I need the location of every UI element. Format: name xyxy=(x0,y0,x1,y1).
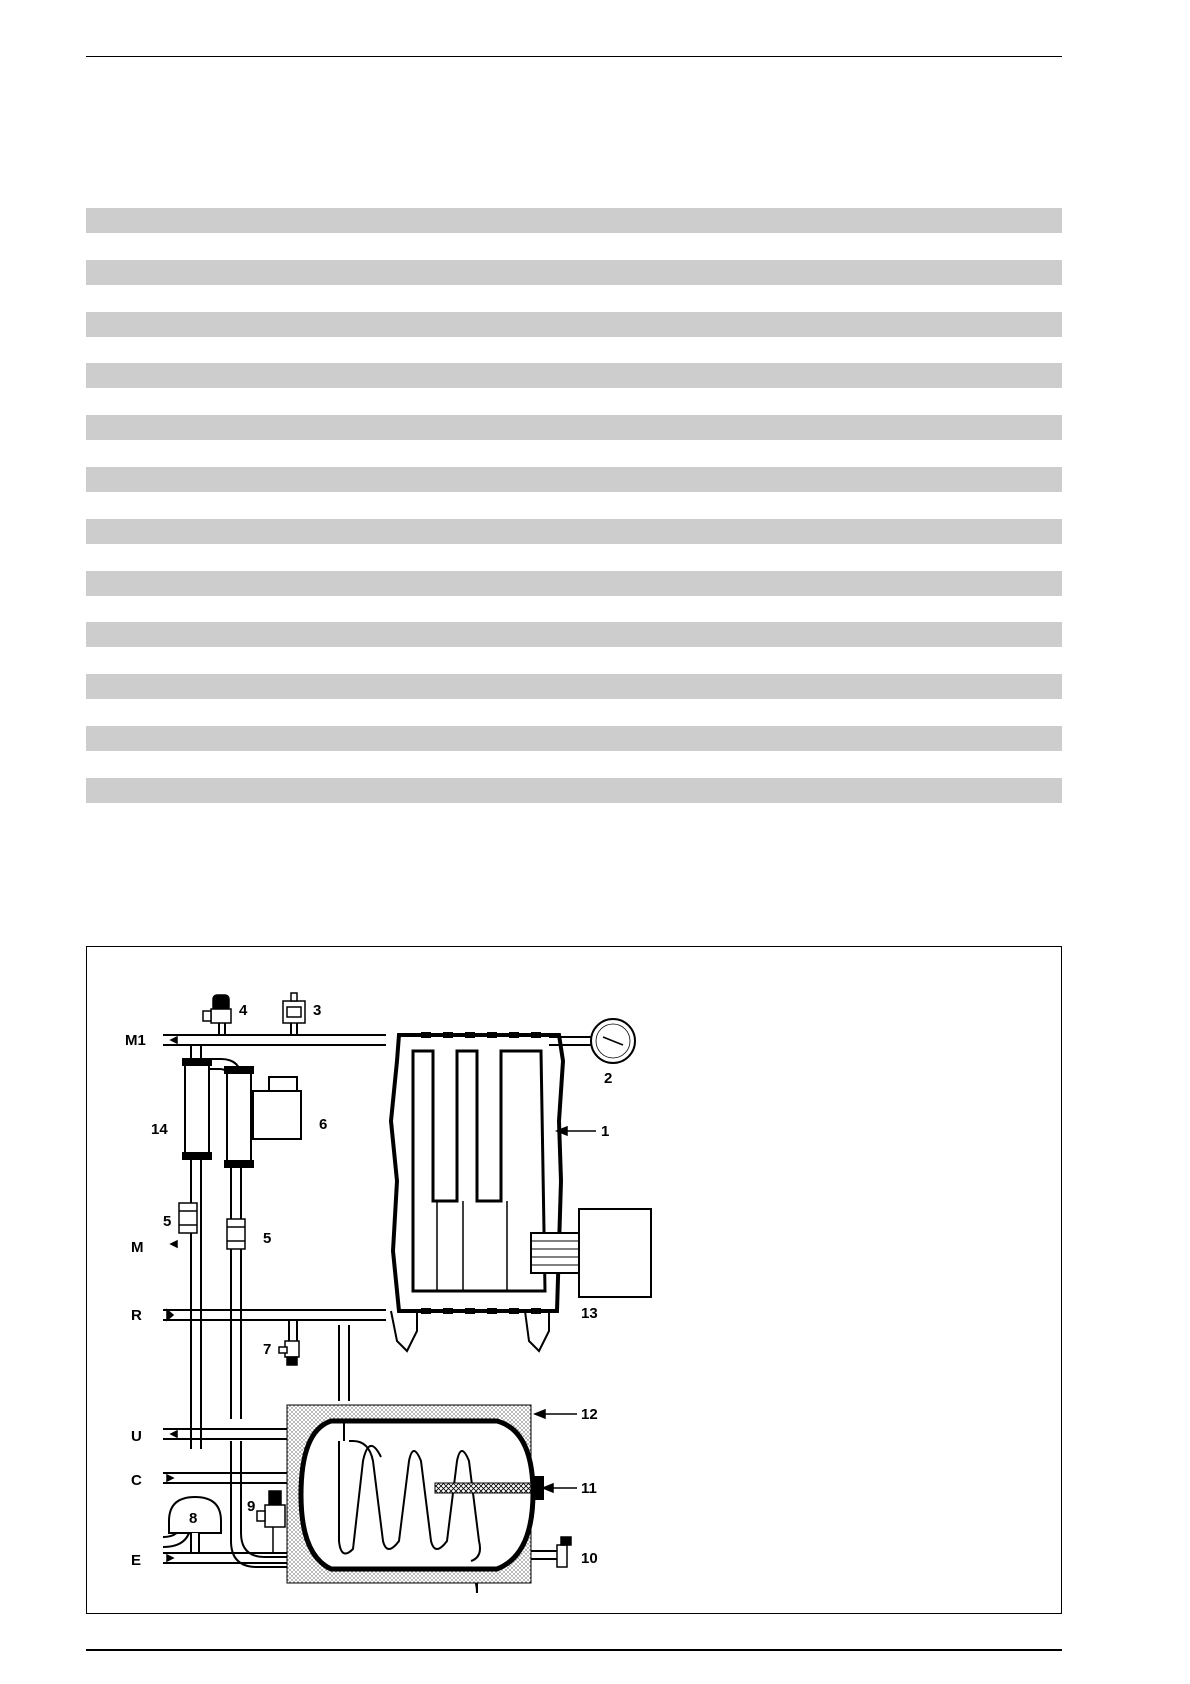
figure-frame xyxy=(86,946,1062,1614)
shaded-bands xyxy=(86,208,1062,830)
check-valves-5 xyxy=(179,1203,245,1249)
label-5a: 5 xyxy=(163,1213,172,1230)
valve-4 xyxy=(203,995,231,1023)
shaded-band xyxy=(86,519,1062,544)
top-rule xyxy=(86,56,1062,57)
drain-valve-10 xyxy=(557,1537,571,1567)
shaded-band xyxy=(86,778,1062,803)
label-e: E xyxy=(131,1552,142,1569)
pump-6 xyxy=(225,1067,301,1167)
label-12: 12 xyxy=(581,1406,598,1423)
label-9: 9 xyxy=(247,1498,256,1515)
component-14 xyxy=(183,1059,211,1159)
burner-13 xyxy=(531,1209,651,1297)
shaded-band xyxy=(86,415,1062,440)
shaded-band xyxy=(86,363,1062,388)
shaded-band xyxy=(86,260,1062,285)
bottom-rule xyxy=(86,1649,1062,1651)
shaded-band xyxy=(86,674,1062,699)
label-4: 4 xyxy=(239,1002,248,1019)
label-r: R xyxy=(131,1307,142,1324)
label-5b: 5 xyxy=(263,1230,272,1247)
heating-system-diagram xyxy=(87,947,1061,1613)
label-1: 1 xyxy=(601,1123,610,1140)
label-14: 14 xyxy=(151,1121,168,1138)
hot-water-tank xyxy=(301,1421,533,1569)
drain-valve-7 xyxy=(279,1341,299,1365)
label-c: C xyxy=(131,1472,142,1489)
label-13: 13 xyxy=(581,1305,598,1322)
label-10: 10 xyxy=(581,1550,598,1567)
safety-valve-9 xyxy=(257,1491,285,1553)
air-vent-3 xyxy=(283,993,305,1023)
shaded-band xyxy=(86,571,1062,596)
label-8: 8 xyxy=(189,1510,198,1527)
label-2: 2 xyxy=(604,1070,613,1087)
label-3: 3 xyxy=(313,1002,322,1019)
boiler-1 xyxy=(391,1035,563,1351)
shaded-band xyxy=(86,467,1062,492)
gauge-2 xyxy=(591,1019,635,1063)
shaded-band xyxy=(86,622,1062,647)
label-m: M xyxy=(131,1239,144,1256)
label-6: 6 xyxy=(319,1116,328,1133)
label-11: 11 xyxy=(581,1480,597,1497)
label-m1: M1 xyxy=(125,1032,146,1049)
label-7: 7 xyxy=(263,1341,272,1358)
shaded-band xyxy=(86,312,1062,337)
label-u: U xyxy=(131,1428,142,1445)
shaded-band xyxy=(86,726,1062,751)
shaded-band xyxy=(86,208,1062,233)
